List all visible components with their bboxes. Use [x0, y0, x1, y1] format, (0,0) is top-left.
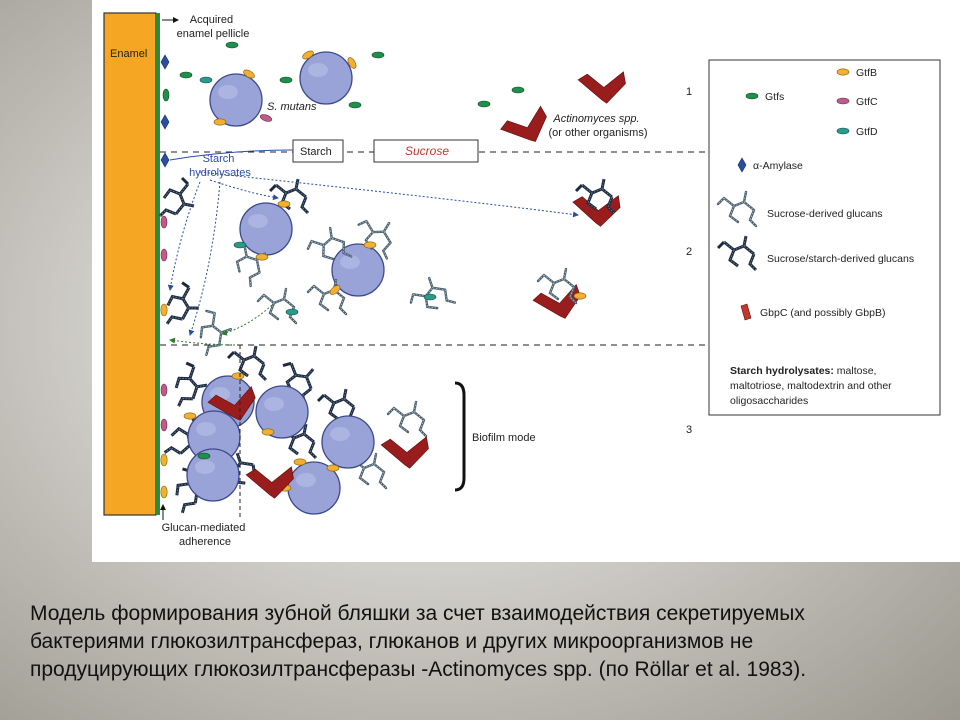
stage-number-1: 1	[686, 86, 693, 98]
svg-text:α-Amylase: α-Amylase	[753, 160, 803, 172]
glucan-adherence-label: Glucan-mediated adherence	[161, 522, 246, 548]
svg-text:GtfD: GtfD	[856, 126, 878, 138]
stage1-s-mutans-cells	[200, 49, 358, 126]
starch-box-label: Starch	[300, 146, 332, 158]
hydrolysate-arrow-down	[190, 182, 220, 335]
enamel-layer	[104, 13, 156, 515]
actinomyces-label: Actinomyces spp. (or other organisms)	[548, 113, 648, 139]
svg-text:GbpC (and possibly GbpB): GbpC (and possibly GbpB)	[760, 307, 886, 319]
slide-caption	[30, 600, 940, 684]
pellicle-label: Acquired enamel pellicle	[176, 14, 250, 40]
stage-number-2: 2	[686, 246, 693, 258]
biofilm-mode-label: Biofilm mode	[472, 432, 536, 444]
pellicle-layer	[156, 13, 160, 515]
legend-gbpc	[741, 304, 885, 320]
s-mutans-label: S. mutans	[267, 101, 317, 113]
enamel-label: Enamel	[110, 48, 148, 60]
free-glucans-stage2	[160, 178, 455, 355]
stage2-cells	[222, 179, 399, 314]
caption-line-1: Модель формирования зубной бляшки за счет взаимодействия секретируемых	[30, 602, 805, 625]
svg-text:GtfB: GtfB	[856, 67, 878, 79]
stage2-actinomyces	[532, 179, 623, 327]
stage1-actinomyces	[499, 68, 629, 154]
svg-text:Gtfs: Gtfs	[765, 91, 785, 103]
svg-text:Sucrose/starch-derived glucans: Sucrose/starch-derived glucans	[767, 253, 915, 265]
svg-text:GtfC: GtfC	[856, 96, 878, 108]
stage-number-3: 3	[686, 424, 693, 436]
gtfd-icon	[837, 128, 849, 134]
pellicle-enzymes	[161, 55, 169, 498]
caption-line-2: бактериями глюкозилтрансфераз, глюканов и других микроорганизмов не	[30, 630, 754, 653]
sucrose-box-label: Sucrose	[405, 144, 450, 158]
hydrolysate-arrow-enamel	[170, 182, 200, 290]
gtfb-icon	[837, 69, 849, 75]
svg-text:Sucrose-derived glucans: Sucrose-derived glucans	[767, 208, 883, 220]
legend-box	[709, 60, 940, 415]
biofilm-bracket	[455, 383, 464, 490]
gtfs-icon	[746, 93, 758, 99]
gtfc-icon	[837, 98, 849, 104]
caption-line-3: продуцирующих глюкозилтрансферазы -Actinomyces spp. (по Röllar et al. 1983).	[30, 658, 807, 681]
starch-hydrolysates-label: Starch hydrolysates	[189, 153, 251, 179]
legend-hydrolysates-note: Starch hydrolysates: maltose, maltotriose, maltodextrin and other oligosaccharides	[730, 365, 892, 407]
